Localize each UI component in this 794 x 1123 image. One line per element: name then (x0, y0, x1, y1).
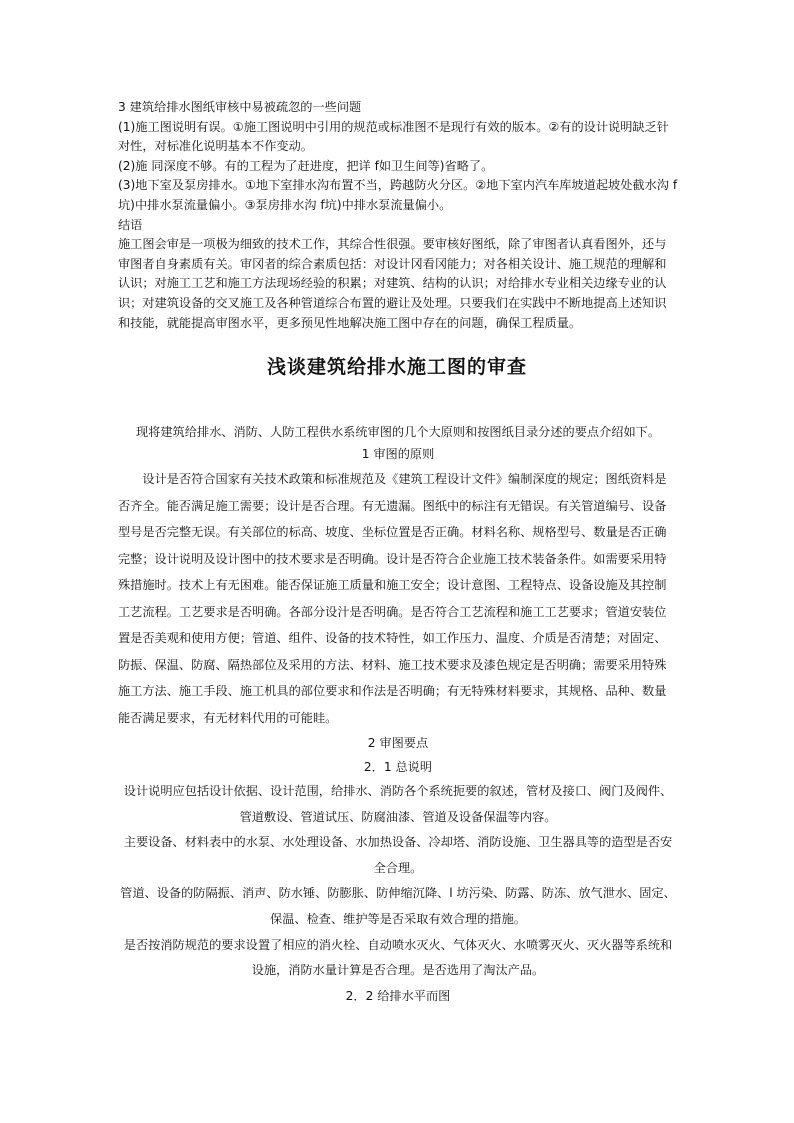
section-1-paragraph: 设计是否符合国家有关技术政策和标准规范及《建筑工程设计文件》编制深度的规定；图纸资料是否齐全。能否满足施工需要；设计是否合理。有无遗漏。图纸中的标注有无错误。有关管道编号、设备型号是否完整无误。有关部位的标高、坡度、坐标位置是否正确。材料名称、规格型号、数量是否正确完整；设计说明及设计图中的技术要求是否明确。设计是否符合企业施工技术装备条件。如需要采用特殊措施时。技术上有无困难。能否保证施工质量和施工安全；设计意图、工程特点、设备设施及其控制工艺流程。工艺要求是否明确。各部分设汁是否明确。是否符合工艺流程和施工工艺要求；管道安装位置是否美观和使用方便；管道、组件、设备的技术特性，如工作压力、温度、介质是否清楚；对固定、防振、保温、防腐、隔热部位及采用的方法、材料、施工技术要求及漆色规定是否明确；需要采用特殊施工方法、施工手段、施工机具的部位要求和作法是否明确；有无特殊材料要求，其规格、品种、数量能否满足要求，有无材料代用的可能眭。 (118, 472, 667, 725)
section-1-heading: 1 审图的原则 (361, 447, 435, 461)
subsection-2-2-heading: 2．2 给排水平而图 (345, 988, 451, 1003)
section-heading: 3 建筑给排水图纸审核中易被疏忽的一些问题 (118, 100, 362, 114)
previous-article-tail (118, 98, 678, 333)
subsection-2-1-paragraph-1: 设计说明应包括设计依据、设计范围，给排水、消防各个系统扼要的叙述，管材及接口、阀门及阀件、管道敷设、管道试压、防腐油漆、管道及设备保温等内容。 (123, 784, 673, 824)
problem-item-1: (1)施工图说明有误。①施工图说明中引用的规范或标准图不是现行有效的版本。②有的设计说明缺乏针对性，对标准化说明基本不作变动。 (118, 119, 669, 154)
intro-paragraph: 现将建筑给排水、消防、人防工程供水系统审图的几个大原则和按图纸目录分述的要点介绍如下。 (135, 425, 661, 439)
article-body (118, 422, 678, 1008)
subsection-2-1-paragraph-4: 是否按消防规范的要求设置了相应的消火栓、自动喷水灭火、气体灭火、水喷雾灭火、灭火器等系统和设施，消防水量计算是否合理。是否选用了淘汰产品。 (123, 937, 673, 978)
problem-item-3: (3)地下室及泵房排水。①地下室排水沟布置不当，跨越防火分区。②地下室内汽车库坡道起坡处截水沟 f坑)中排水泵流量偏小。③泵房排水沟 f坑)中排水泵流量偏小。 (118, 178, 678, 212)
subsection-2-1-heading: 2．1 总说明 (363, 760, 433, 774)
subsection-2-1-paragraph-2: 主要设备、材料表中的水泵、水处理设备、水加热设备、冷却塔、消防设施、卫生器具等的造型是否安全合理。 (123, 835, 673, 875)
conclusion-paragraph: 施工图会审是一项极为细致的技术工作，其综合性很强。要审核好图纸，除了审图者认真看图外，还与审图者自身素质有关。审冈者的综合素质包括：对设计冈看冈能力；对各相关设计、施工规范的理解和认识；对施工工艺和施工方法现场经验的积累；对建筑、结构的认识；对给排水专业相关边缘专业的认识；对建筑设备的交叉施工及各种管道综合布置的避让及处理。只要我们在实践中不断地提高上述知识和技能，就能提高审图水平，更多预见性地解决施工图中存在的问题，确保工程质量。 (118, 237, 667, 330)
section-2-heading: 2 审图要点 (367, 736, 429, 750)
subsection-2-1-paragraph-3: 管道、设备的防隔振、消声、防水锤、防膨胀、防伸缩沉降、l 坊污染、防露、防冻、放气泄水、固定、保温、检查、维护等是否采取有效合理的措施。 (120, 886, 676, 926)
conclusion-heading: 结语 (118, 217, 143, 232)
problem-item-2: (2)施 同深度不够。有的工程为了赶进度，把详 f如卫生间等)省略了。 (118, 158, 494, 173)
article-title: 浅谈建筑给排水施工图的审查 (266, 356, 527, 378)
